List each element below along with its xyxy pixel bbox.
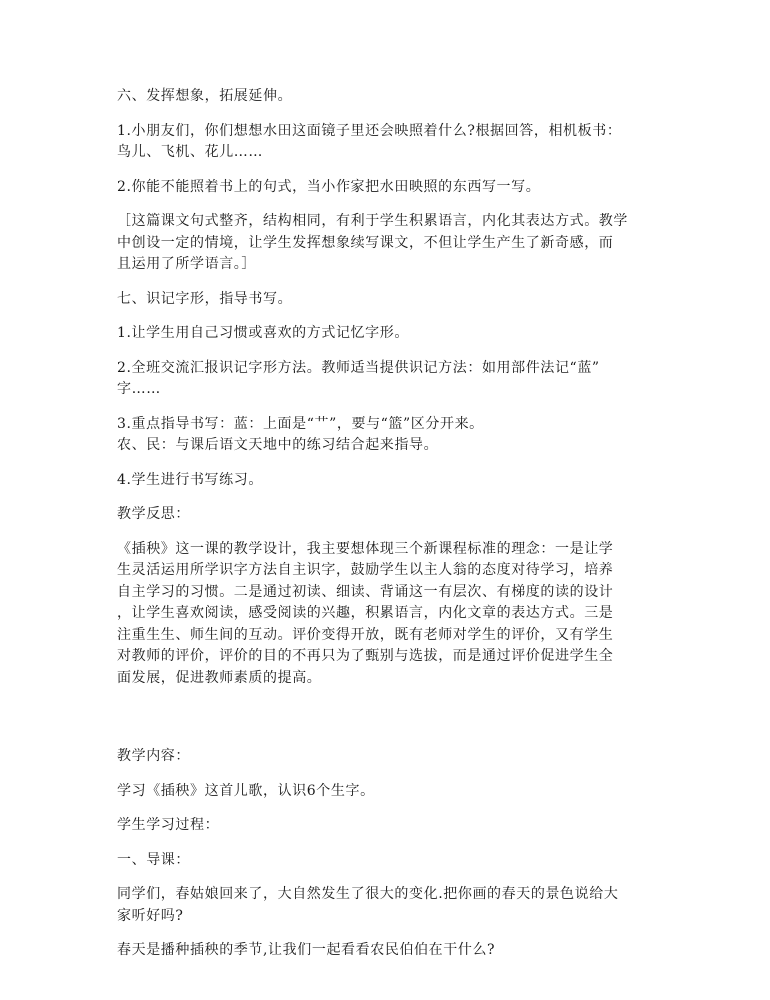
section-6-heading: 六、发挥想象，拓展延伸。 xyxy=(117,88,293,104)
item-6-1: 1.小朋友们，你们想想水田这面镜子里还会映照着什么?根据回答，相机板书： 鸟儿、飞机、花儿…… xyxy=(117,122,622,160)
item-6-2: 2.你能不能照着书上的句式，当小作家把水田映照的东西写一写。 xyxy=(117,178,541,195)
item-7-1: 1.让学生用自己习惯或喜欢的方式记忆字形。 xyxy=(117,325,409,341)
document-body xyxy=(117,86,657,975)
item-7-2: 2.全班交流汇报识记字形方法。教师适当提供识记方法：如用部件法记“蓝” 字…… xyxy=(117,359,600,397)
intro-1: 同学们，春姑娘回来了，大自然发生了很大的变化.把你画的春天的景色说给大 家听好吗? xyxy=(117,886,619,924)
section-7-heading: 七、识记字形，指导书写。 xyxy=(117,290,293,307)
commentary-6: ［这篇课文句式整齐，结构相同，有利于学生积累语言，内化其表达方式。教学 中创设一定的情境，让学生发挥想象续写课文，不但让学生产生了新奇感，而 且运用了所学语言。］ xyxy=(117,213,628,272)
content-body: 学习《插秧》这首儿歌，认识6个生字。 xyxy=(117,782,375,799)
section-1-heading: 一、导课： xyxy=(117,851,190,868)
reflection-body: 《插秧》这一课的教学设计，我主要想体现三个新课程标准的理念：一是让学 生灵活运用所学识字方法自主识字，鼓励学生以主人翁的态度对待学习，培养 自主学习的习惯。二是通过初读、细读、背诵这一有层次、有梯度的读的设计 ，让学生喜欢阅读，感受阅读的兴趣，积累语言，内化文章的表达方式。三是 注重生生、师生间的互动。评价变得开放，既有老师对学生的评价，又有学生 对教师的评价，评价的目的不再只为了甄别与选拔，而是通过评价促进学生全 面发展，促进教师素质的提高。 xyxy=(117,540,614,686)
item-7-4: 4.学生进行书写练习。 xyxy=(117,471,263,488)
intro-2: 春天是播种插秧的季节,让我们一起看看农民伯伯在干什么? xyxy=(117,942,496,958)
section-gap xyxy=(117,702,657,746)
item-7-3: 3.重点指导书写：蓝：上面是“艹”，要与“篮”区分开来。 农、民：与课后语文天地中的练习结合起来指导。 xyxy=(117,415,484,453)
process-heading: 学生学习过程： xyxy=(117,817,220,833)
content-heading: 教学内容： xyxy=(117,748,190,764)
reflection-heading: 教学反思： xyxy=(117,506,190,522)
